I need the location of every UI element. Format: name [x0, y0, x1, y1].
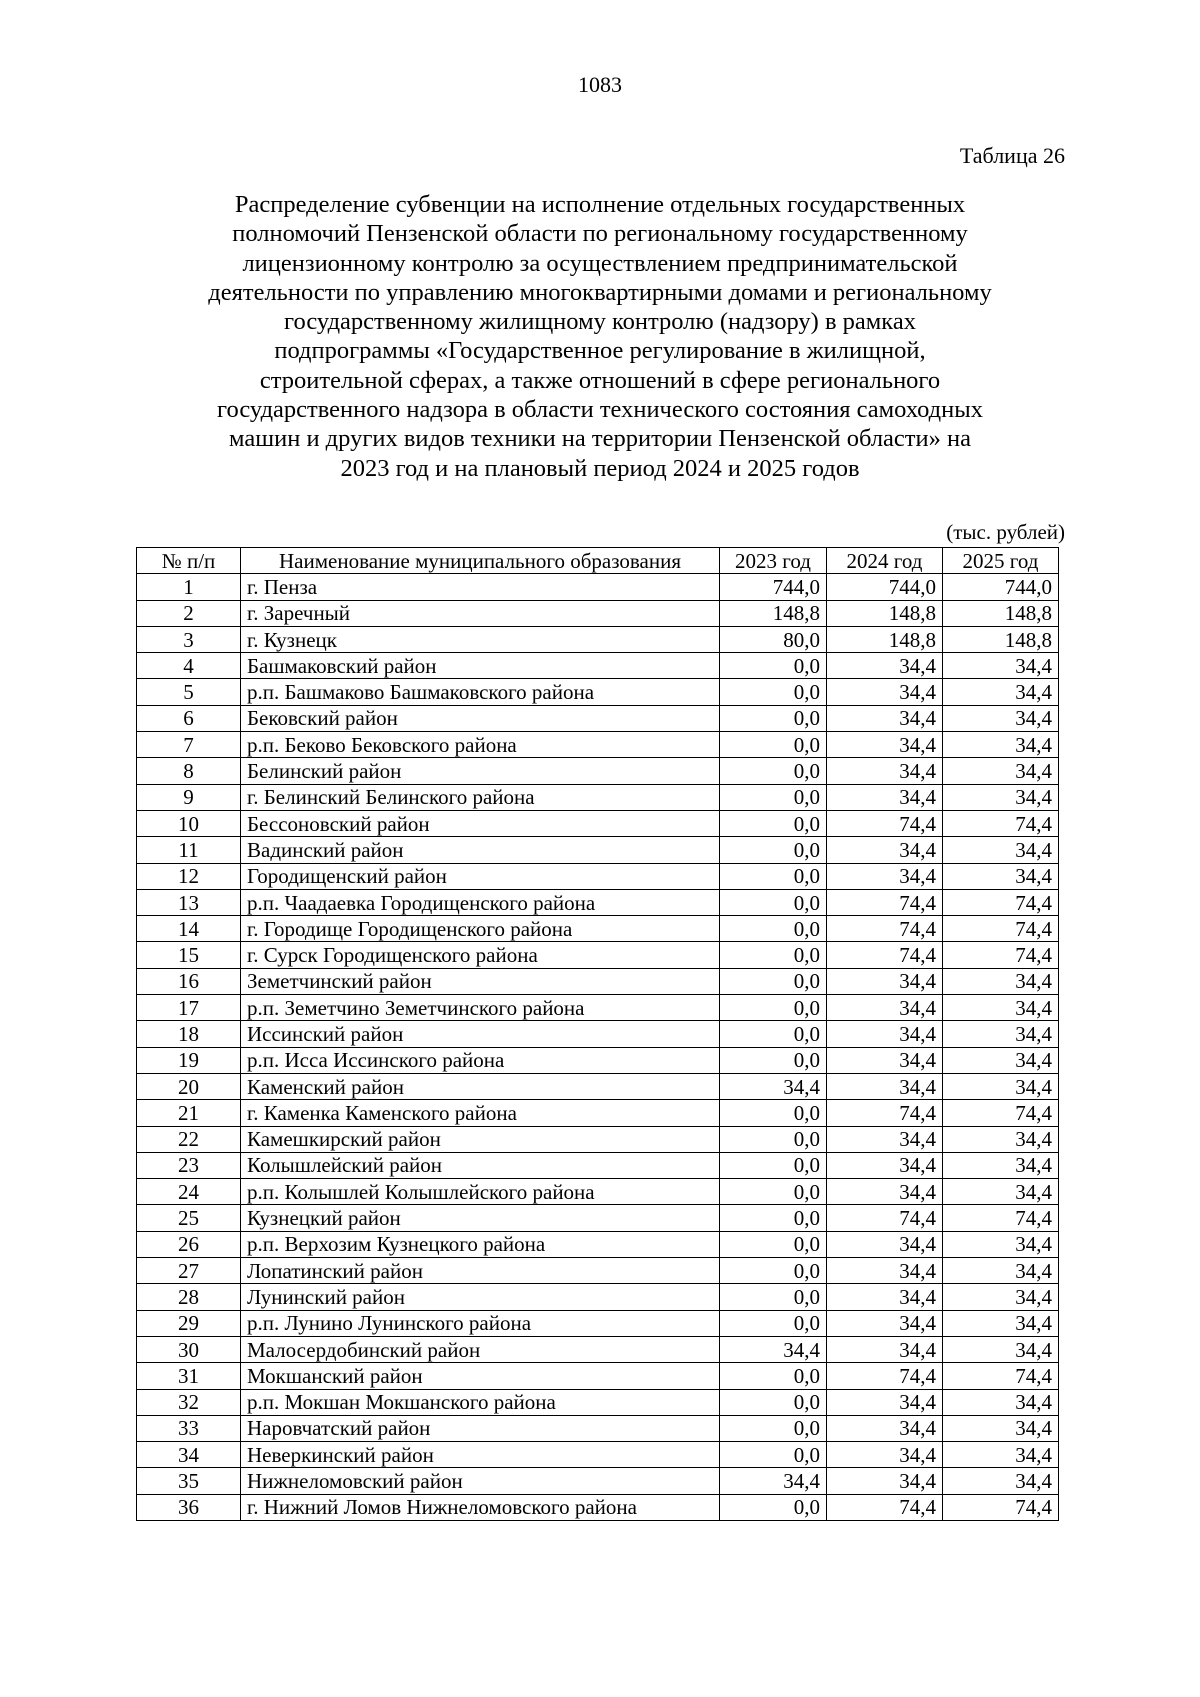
value-2023: 0,0 [720, 732, 827, 758]
municipality-name: р.п. Башмаково Башмаковского района [241, 679, 720, 705]
municipality-name: р.п. Чаадаевка Городищенского района [241, 889, 720, 915]
value-2023: 0,0 [720, 1047, 827, 1073]
value-2023: 0,0 [720, 1100, 827, 1126]
municipality-name: г. Пенза [241, 574, 720, 600]
table-row [137, 732, 1059, 758]
row-number: 20 [137, 1073, 241, 1099]
table-row [137, 1258, 1059, 1284]
table-row [137, 1284, 1059, 1310]
value-2024: 34,4 [827, 1310, 943, 1336]
value-2024: 34,4 [827, 968, 943, 994]
row-number: 10 [137, 810, 241, 836]
value-2025: 74,4 [943, 1363, 1059, 1389]
row-number: 2 [137, 600, 241, 626]
row-number: 9 [137, 784, 241, 810]
value-2025: 34,4 [943, 1047, 1059, 1073]
value-2025: 34,4 [943, 1179, 1059, 1205]
value-2025: 34,4 [943, 1152, 1059, 1178]
table-label: Таблица 26 [959, 143, 1065, 168]
value-2024: 74,4 [827, 1363, 943, 1389]
row-number: 21 [137, 1100, 241, 1126]
municipality-name: Башмаковский район [241, 653, 720, 679]
table-row [137, 942, 1059, 968]
table-row [137, 653, 1059, 679]
value-2023: 0,0 [720, 1494, 827, 1520]
value-2025: 744,0 [943, 574, 1059, 600]
row-number: 22 [137, 1126, 241, 1152]
table-row [137, 758, 1059, 784]
row-number: 36 [137, 1494, 241, 1520]
table-row [137, 1363, 1059, 1389]
row-number: 15 [137, 942, 241, 968]
municipality-name: Земетчинский район [241, 968, 720, 994]
value-2024: 34,4 [827, 1179, 943, 1205]
row-number: 5 [137, 679, 241, 705]
table-row [137, 863, 1059, 889]
subvention-table [136, 547, 1059, 1521]
value-2023: 0,0 [720, 916, 827, 942]
value-2024: 34,4 [827, 1468, 943, 1494]
value-2024: 34,4 [827, 1284, 943, 1310]
value-2025: 74,4 [943, 1205, 1059, 1231]
row-number: 28 [137, 1284, 241, 1310]
row-number: 16 [137, 968, 241, 994]
value-2024: 34,4 [827, 1021, 943, 1047]
municipality-name: Городищенский район [241, 863, 720, 889]
municipality-name: г. Заречный [241, 600, 720, 626]
header-number: № п/п [137, 548, 241, 574]
value-2024: 74,4 [827, 916, 943, 942]
header-2025: 2025 год [943, 548, 1059, 574]
table-row [137, 837, 1059, 863]
row-number: 13 [137, 889, 241, 915]
table-row [137, 1073, 1059, 1099]
value-2023: 34,4 [720, 1336, 827, 1362]
value-2025: 148,8 [943, 600, 1059, 626]
table-row [137, 1442, 1059, 1468]
municipality-name: р.п. Лунино Лунинского района [241, 1310, 720, 1336]
table-row [137, 889, 1059, 915]
value-2024: 34,4 [827, 1047, 943, 1073]
value-2024: 34,4 [827, 1231, 943, 1257]
table-row [137, 1468, 1059, 1494]
value-2025: 34,4 [943, 1336, 1059, 1362]
table-body [137, 574, 1059, 1521]
value-2024: 744,0 [827, 574, 943, 600]
value-2025: 34,4 [943, 1310, 1059, 1336]
document-title: Распределение субвенции на исполнение отдельных государственных полномочий Пензенской области по региональному государственному лицензионному контролю за осуществлением предпринимательской деятельности по управлению многоквартирными домами и региональному государственному жилищному контролю (надзору) в рамках подпрограммы «Государственное регулирование в жилищной, строительной сферах, а также отношений в сфере регионального государственного надзора в области технического состояния самоходных машин и других видов техники на территории Пензенской области» на 2023 год и на плановый период 2024 и 2025 годов [208, 191, 992, 482]
municipality-name: г. Городище Городищенского района [241, 916, 720, 942]
value-2025: 74,4 [943, 916, 1059, 942]
value-2024: 74,4 [827, 1205, 943, 1231]
value-2023: 0,0 [720, 968, 827, 994]
table-header-row [137, 548, 1059, 574]
value-2023: 34,4 [720, 1073, 827, 1099]
table-row [137, 1336, 1059, 1362]
municipality-name: Камешкирский район [241, 1126, 720, 1152]
value-2025: 148,8 [943, 626, 1059, 652]
municipality-name: р.п. Исса Иссинского района [241, 1047, 720, 1073]
value-2024: 34,4 [827, 1415, 943, 1441]
value-2025: 34,4 [943, 863, 1059, 889]
municipality-name: Бековский район [241, 705, 720, 731]
table-row [137, 1126, 1059, 1152]
value-2025: 34,4 [943, 1415, 1059, 1441]
value-2025: 34,4 [943, 679, 1059, 705]
row-number: 31 [137, 1363, 241, 1389]
row-number: 8 [137, 758, 241, 784]
value-2023: 0,0 [720, 1310, 827, 1336]
value-2025: 34,4 [943, 732, 1059, 758]
value-2023: 0,0 [720, 995, 827, 1021]
row-number: 3 [137, 626, 241, 652]
value-2023: 148,8 [720, 600, 827, 626]
table-row [137, 1047, 1059, 1073]
value-2025: 34,4 [943, 968, 1059, 994]
value-2023: 34,4 [720, 1468, 827, 1494]
value-2023: 0,0 [720, 1231, 827, 1257]
header-2023: 2023 год [720, 548, 827, 574]
table-row [137, 1415, 1059, 1441]
row-number: 18 [137, 1021, 241, 1047]
value-2025: 74,4 [943, 810, 1059, 836]
row-number: 26 [137, 1231, 241, 1257]
value-2025: 34,4 [943, 837, 1059, 863]
table-row [137, 1310, 1059, 1336]
row-number: 23 [137, 1152, 241, 1178]
row-number: 7 [137, 732, 241, 758]
row-number: 32 [137, 1389, 241, 1415]
municipality-name: р.п. Колышлей Колышлейского района [241, 1179, 720, 1205]
value-2023: 0,0 [720, 810, 827, 836]
table-row [137, 626, 1059, 652]
value-2024: 34,4 [827, 758, 943, 784]
value-2023: 0,0 [720, 1205, 827, 1231]
page-number: 1083 [578, 72, 622, 97]
table-row [137, 1179, 1059, 1205]
value-2023: 80,0 [720, 626, 827, 652]
value-2025: 34,4 [943, 1126, 1059, 1152]
value-2025: 34,4 [943, 705, 1059, 731]
value-2023: 0,0 [720, 837, 827, 863]
value-2025: 34,4 [943, 995, 1059, 1021]
value-2024: 34,4 [827, 1152, 943, 1178]
value-2024: 34,4 [827, 732, 943, 758]
municipality-name: Каменский район [241, 1073, 720, 1099]
table-row [137, 1021, 1059, 1047]
table-row [137, 916, 1059, 942]
row-number: 17 [137, 995, 241, 1021]
value-2025: 34,4 [943, 653, 1059, 679]
municipality-name: Иссинский район [241, 1021, 720, 1047]
header-municipality: Наименование муниципального образования [241, 548, 720, 574]
value-2023: 0,0 [720, 1258, 827, 1284]
municipality-name: Неверкинский район [241, 1442, 720, 1468]
municipality-name: р.п. Беково Бековского района [241, 732, 720, 758]
value-2023: 0,0 [720, 1179, 827, 1205]
value-2024: 34,4 [827, 995, 943, 1021]
value-2024: 34,4 [827, 784, 943, 810]
value-2024: 34,4 [827, 1336, 943, 1362]
value-2024: 34,4 [827, 863, 943, 889]
municipality-name: р.п. Верхозим Кузнецкого района [241, 1231, 720, 1257]
value-2024: 34,4 [827, 1442, 943, 1468]
value-2025: 34,4 [943, 1258, 1059, 1284]
value-2024: 34,4 [827, 837, 943, 863]
municipality-name: г. Сурск Городищенского района [241, 942, 720, 968]
table-row [137, 705, 1059, 731]
table-row [137, 1231, 1059, 1257]
row-number: 29 [137, 1310, 241, 1336]
row-number: 25 [137, 1205, 241, 1231]
value-2023: 744,0 [720, 574, 827, 600]
table-row [137, 574, 1059, 600]
table-row [137, 995, 1059, 1021]
value-2025: 34,4 [943, 1073, 1059, 1099]
row-number: 4 [137, 653, 241, 679]
value-2024: 74,4 [827, 810, 943, 836]
value-2024: 74,4 [827, 942, 943, 968]
value-2025: 34,4 [943, 1389, 1059, 1415]
value-2023: 0,0 [720, 705, 827, 731]
table-row [137, 784, 1059, 810]
value-2024: 148,8 [827, 600, 943, 626]
municipality-name: Колышлейский район [241, 1152, 720, 1178]
value-2023: 0,0 [720, 1284, 827, 1310]
municipality-name: г. Нижний Ломов Нижнеломовского района [241, 1494, 720, 1520]
value-2025: 74,4 [943, 1494, 1059, 1520]
value-2024: 148,8 [827, 626, 943, 652]
value-2024: 34,4 [827, 653, 943, 679]
value-2024: 74,4 [827, 1494, 943, 1520]
row-number: 12 [137, 863, 241, 889]
value-2025: 34,4 [943, 1021, 1059, 1047]
value-2023: 0,0 [720, 1442, 827, 1468]
header-2024: 2024 год [827, 548, 943, 574]
municipality-name: Бессоновский район [241, 810, 720, 836]
row-number: 33 [137, 1415, 241, 1441]
value-2023: 0,0 [720, 942, 827, 968]
units-label: (тыс. рублей) [946, 520, 1065, 544]
row-number: 19 [137, 1047, 241, 1073]
row-number: 14 [137, 916, 241, 942]
table-row [137, 1152, 1059, 1178]
value-2023: 0,0 [720, 1126, 827, 1152]
value-2024: 34,4 [827, 679, 943, 705]
municipality-name: Мокшанский район [241, 1363, 720, 1389]
value-2023: 0,0 [720, 758, 827, 784]
municipality-name: р.п. Мокшан Мокшанского района [241, 1389, 720, 1415]
value-2024: 34,4 [827, 1126, 943, 1152]
table-row [137, 1494, 1059, 1520]
value-2025: 34,4 [943, 1284, 1059, 1310]
value-2023: 0,0 [720, 1415, 827, 1441]
value-2024: 74,4 [827, 889, 943, 915]
table-row [137, 679, 1059, 705]
value-2025: 34,4 [943, 1442, 1059, 1468]
municipality-name: Лопатинский район [241, 1258, 720, 1284]
row-number: 1 [137, 574, 241, 600]
value-2024: 34,4 [827, 705, 943, 731]
value-2025: 34,4 [943, 1231, 1059, 1257]
row-number: 27 [137, 1258, 241, 1284]
row-number: 6 [137, 705, 241, 731]
row-number: 30 [137, 1336, 241, 1362]
value-2025: 74,4 [943, 942, 1059, 968]
table-row [137, 600, 1059, 626]
municipality-name: Белинский район [241, 758, 720, 784]
value-2023: 0,0 [720, 863, 827, 889]
value-2025: 34,4 [943, 758, 1059, 784]
municipality-name: г. Белинский Белинского района [241, 784, 720, 810]
value-2023: 0,0 [720, 1152, 827, 1178]
municipality-name: г. Кузнецк [241, 626, 720, 652]
municipality-name: Кузнецкий район [241, 1205, 720, 1231]
row-number: 35 [137, 1468, 241, 1494]
value-2025: 34,4 [943, 1468, 1059, 1494]
municipality-name: Нижнеломовский район [241, 1468, 720, 1494]
value-2025: 34,4 [943, 784, 1059, 810]
value-2024: 74,4 [827, 1100, 943, 1126]
municipality-name: р.п. Земетчино Земетчинского района [241, 995, 720, 1021]
value-2023: 0,0 [720, 1363, 827, 1389]
value-2025: 74,4 [943, 1100, 1059, 1126]
municipality-name: Вадинский район [241, 837, 720, 863]
value-2023: 0,0 [720, 1021, 827, 1047]
municipality-name: г. Каменка Каменского района [241, 1100, 720, 1126]
value-2023: 0,0 [720, 1389, 827, 1415]
table-row [137, 1100, 1059, 1126]
value-2024: 34,4 [827, 1073, 943, 1099]
value-2023: 0,0 [720, 679, 827, 705]
table-row [137, 1389, 1059, 1415]
row-number: 24 [137, 1179, 241, 1205]
municipality-name: Малосердобинский район [241, 1336, 720, 1362]
value-2024: 34,4 [827, 1389, 943, 1415]
value-2023: 0,0 [720, 653, 827, 679]
value-2024: 34,4 [827, 1258, 943, 1284]
table-row [137, 968, 1059, 994]
table-row [137, 1205, 1059, 1231]
value-2023: 0,0 [720, 889, 827, 915]
row-number: 11 [137, 837, 241, 863]
value-2025: 74,4 [943, 889, 1059, 915]
municipality-name: Лунинский район [241, 1284, 720, 1310]
row-number: 34 [137, 1442, 241, 1468]
table-row [137, 810, 1059, 836]
value-2023: 0,0 [720, 784, 827, 810]
municipality-name: Наровчатский район [241, 1415, 720, 1441]
